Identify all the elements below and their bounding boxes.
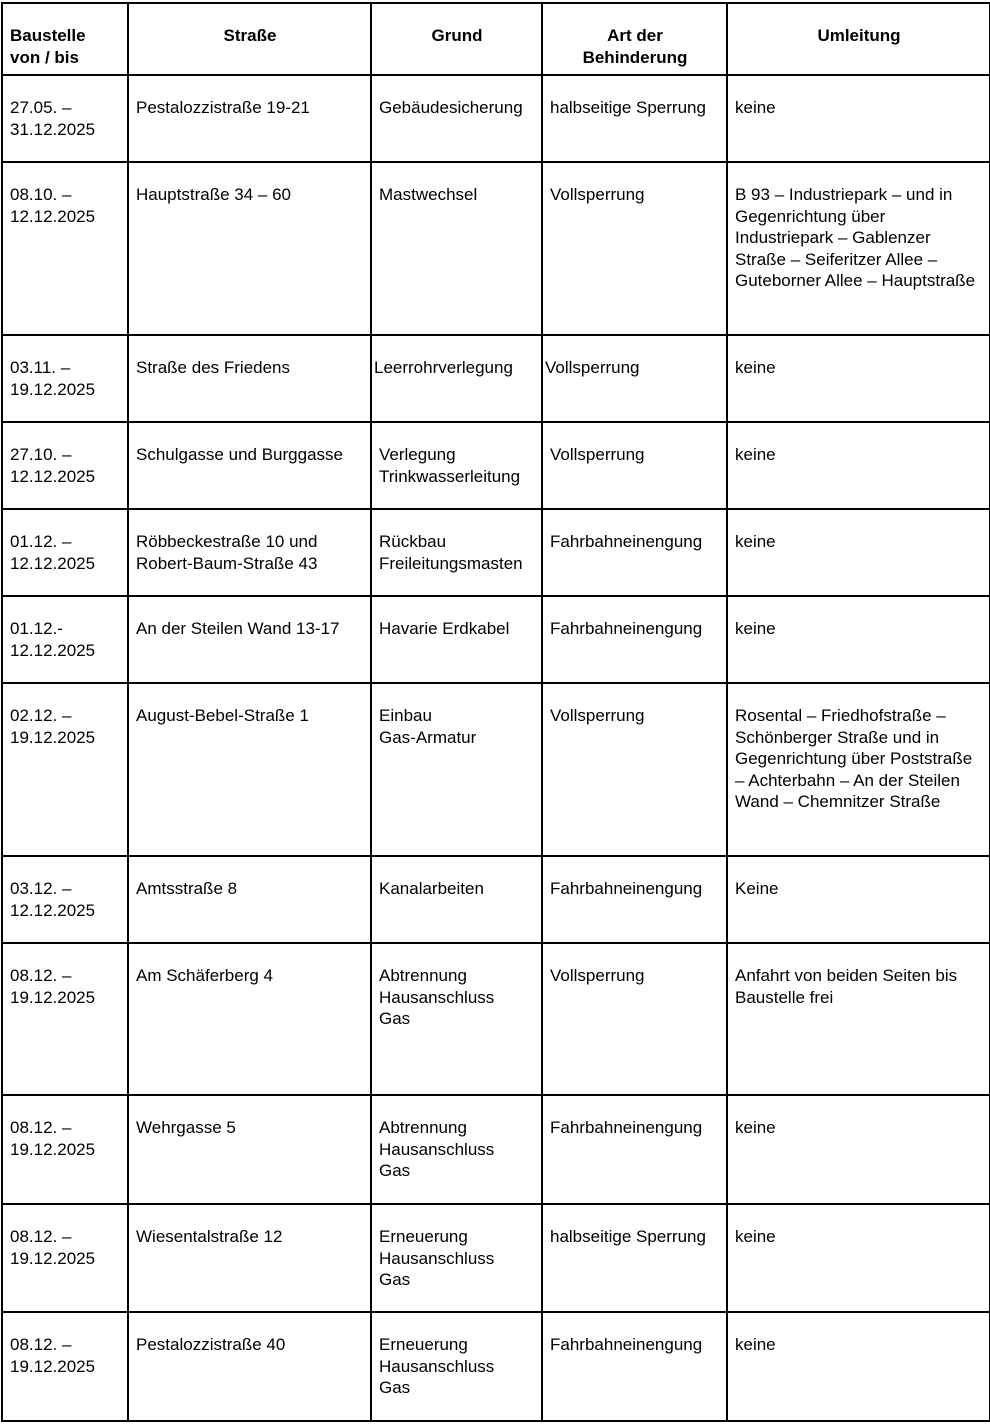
cell-strasse: Pestalozzistraße 19-21 (128, 75, 371, 162)
cell-strasse: Schulgasse und Burggasse (128, 422, 371, 509)
header-grund: Grund (371, 3, 542, 75)
table-row (2, 1312, 990, 1421)
header-strasse: Straße (128, 3, 371, 75)
cell-umleitung: keine (727, 75, 990, 162)
table-row (2, 683, 990, 856)
cell-art: halbseitige Sperrung (542, 75, 727, 162)
table-row (2, 162, 990, 335)
cell-art: Vollsperrung (542, 335, 727, 422)
cell-art: Vollsperrung (542, 683, 727, 856)
cell-art: Vollsperrung (542, 162, 727, 335)
cell-grund: Erneuerung Hausanschluss Gas (371, 1312, 542, 1421)
cell-umleitung: keine (727, 1312, 990, 1421)
header-umleitung: Umleitung (727, 3, 990, 75)
cell-datum: 03.12. – 12.12.2025 (2, 856, 128, 943)
table-row (2, 335, 990, 422)
cell-strasse: Wiesentalstraße 12 (128, 1204, 371, 1312)
cell-umleitung: keine (727, 1204, 990, 1312)
cell-art: halbseitige Sperrung (542, 1204, 727, 1312)
header-baustelle: Baustelle von / bis (2, 3, 128, 75)
table-row (2, 422, 990, 509)
cell-grund: Abtrennung Hausanschluss Gas (371, 943, 542, 1095)
table-row (2, 75, 990, 162)
cell-datum: 03.11. – 19.12.2025 (2, 335, 128, 422)
cell-datum: 08.12. – 19.12.2025 (2, 1204, 128, 1312)
cell-datum: 02.12. – 19.12.2025 (2, 683, 128, 856)
cell-art: Vollsperrung (542, 943, 727, 1095)
cell-art: Fahrbahneinengung (542, 1312, 727, 1421)
cell-grund: Abtrennung Hausanschluss Gas (371, 1095, 542, 1204)
cell-datum: 27.05. – 31.12.2025 (2, 75, 128, 162)
table-header-row (2, 3, 990, 75)
cell-grund: Kanalarbeiten (371, 856, 542, 943)
cell-strasse: An der Steilen Wand 13-17 (128, 596, 371, 683)
cell-strasse: Amtsstraße 8 (128, 856, 371, 943)
cell-umleitung: Keine (727, 856, 990, 943)
cell-grund: Mastwechsel (371, 162, 542, 335)
cell-datum: 08.10. – 12.12.2025 (2, 162, 128, 335)
cell-datum: 08.12. – 19.12.2025 (2, 943, 128, 1095)
header-art: Art der Behinderung (542, 3, 727, 75)
cell-grund: Verlegung Trinkwasserleitung (371, 422, 542, 509)
cell-umleitung: keine (727, 509, 990, 596)
cell-datum: 27.10. – 12.12.2025 (2, 422, 128, 509)
cell-umleitung: keine (727, 1095, 990, 1204)
cell-strasse: Pestalozzistraße 40 (128, 1312, 371, 1421)
table-row (2, 1204, 990, 1312)
cell-strasse: Hauptstraße 34 – 60 (128, 162, 371, 335)
cell-datum: 01.12. – 12.12.2025 (2, 509, 128, 596)
cell-umleitung: keine (727, 335, 990, 422)
cell-art: Fahrbahneinengung (542, 856, 727, 943)
cell-art: Fahrbahneinengung (542, 1095, 727, 1204)
cell-grund: Havarie Erdkabel (371, 596, 542, 683)
cell-art: Fahrbahneinengung (542, 596, 727, 683)
cell-strasse: August-Bebel-Straße 1 (128, 683, 371, 856)
cell-umleitung: B 93 – Industriepark – und in Gegenrichtung über Industriepark – Gablenzer Straße – Seiferitzer Allee – Guteborner Allee – Hauptstraße (727, 162, 990, 335)
cell-umleitung: Anfahrt von beiden Seiten bis Baustelle frei (727, 943, 990, 1095)
table-row (2, 1095, 990, 1204)
cell-datum: 08.12. – 19.12.2025 (2, 1095, 128, 1204)
cell-strasse: Am Schäferberg 4 (128, 943, 371, 1095)
table-row (2, 856, 990, 943)
cell-grund: Erneuerung Hausanschluss Gas (371, 1204, 542, 1312)
cell-umleitung: keine (727, 596, 990, 683)
baustellen-table (1, 2, 990, 1422)
table-row (2, 943, 990, 1095)
cell-art: Vollsperrung (542, 422, 727, 509)
cell-datum: 08.12. – 19.12.2025 (2, 1312, 128, 1421)
cell-grund: Rückbau Freileitungsmasten (371, 509, 542, 596)
cell-art: Fahrbahneinengung (542, 509, 727, 596)
cell-grund: Einbau Gas-Armatur (371, 683, 542, 856)
table-row (2, 596, 990, 683)
cell-grund: Leerrohrverlegung (371, 335, 542, 422)
cell-strasse: Straße des Friedens (128, 335, 371, 422)
cell-datum: 01.12.- 12.12.2025 (2, 596, 128, 683)
cell-umleitung: keine (727, 422, 990, 509)
cell-grund: Gebäudesicherung (371, 75, 542, 162)
table-row (2, 509, 990, 596)
cell-umleitung: Rosental – Friedhofstraße – Schönberger Straße und in Gegenrichtung über Poststraße – Achterbahn – An der Steilen Wand – Chemnitzer Straße (727, 683, 990, 856)
cell-strasse: Wehrgasse 5 (128, 1095, 371, 1204)
cell-strasse: Röbbeckestraße 10 und Robert-Baum-Straße 43 (128, 509, 371, 596)
